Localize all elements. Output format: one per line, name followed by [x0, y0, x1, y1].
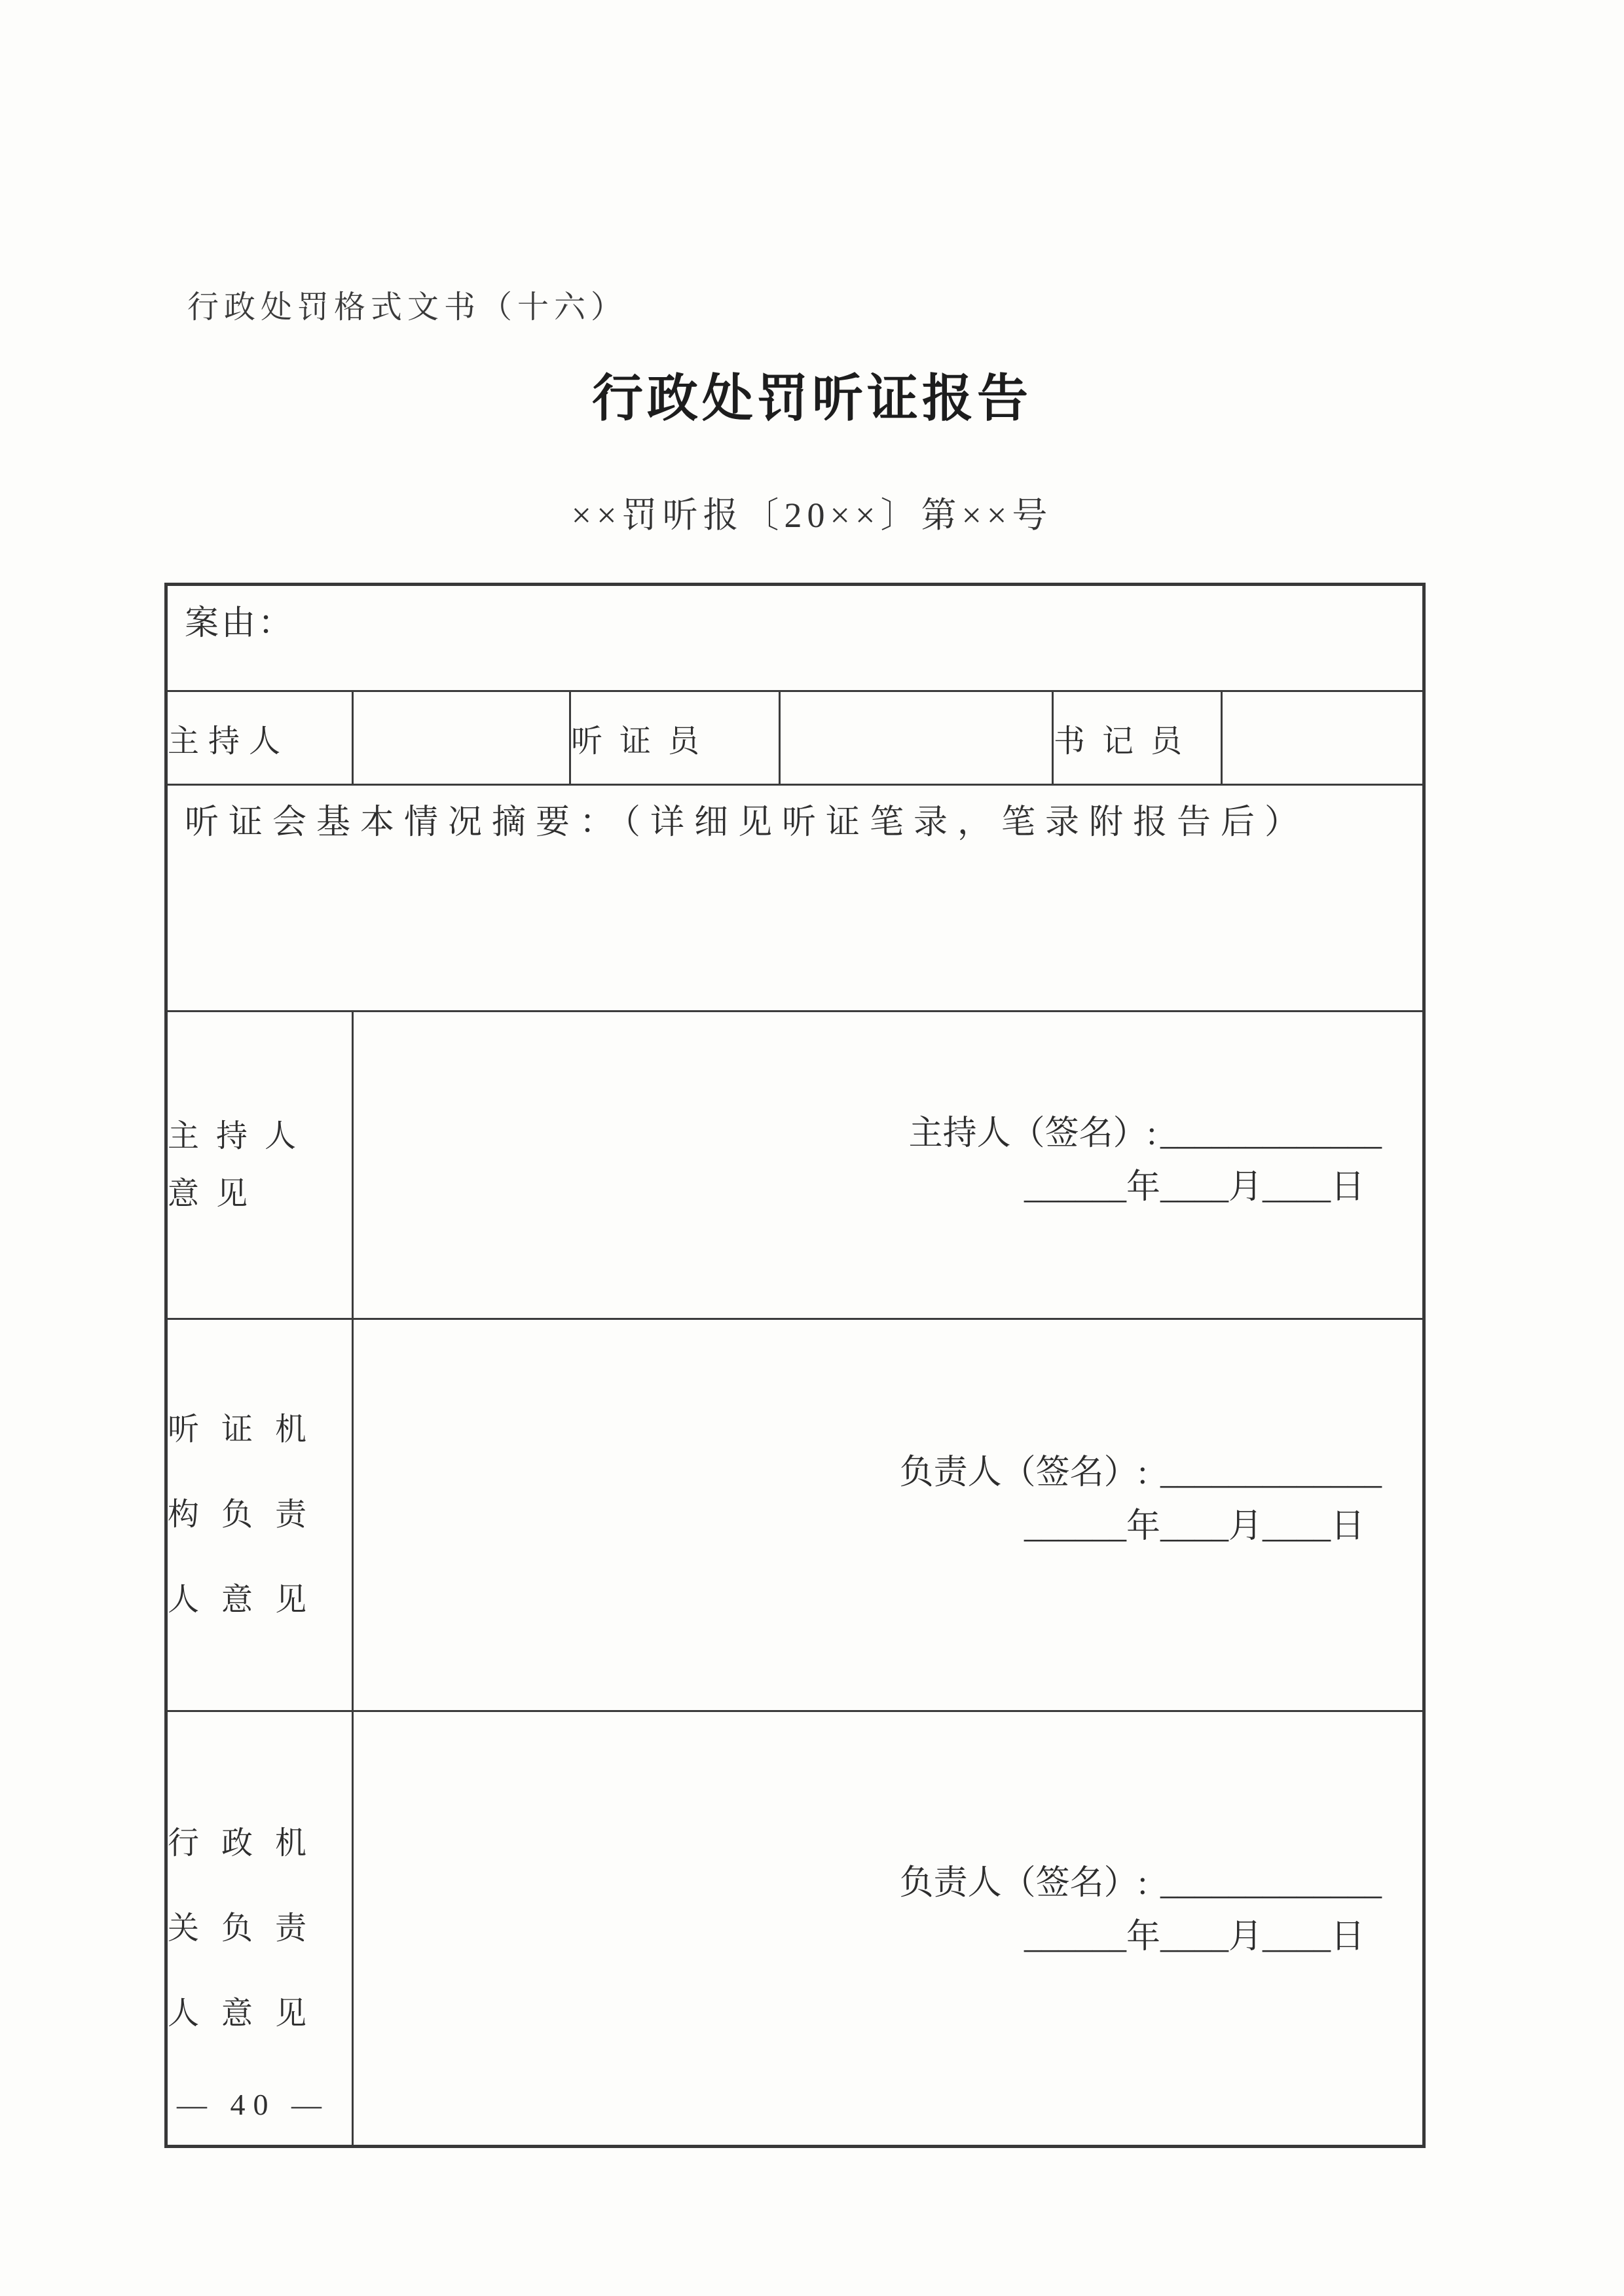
clerk-label-cell: 书记员: [1053, 691, 1222, 785]
header-note: 行政处罚格式文书（十六）: [187, 290, 628, 325]
hearing-org-signature-blank: _____________: [1160, 1454, 1382, 1491]
hearing-org-opinion-label-line: 听证机: [168, 1412, 329, 1447]
admin-org-signature-blank: _____________: [1160, 1864, 1382, 1902]
admin-org-opinion-label-line: 行政机: [168, 1825, 329, 1861]
officials-row: [166, 691, 1424, 785]
case-cause-row: [166, 585, 1424, 691]
host-label-cell: 主持人: [166, 691, 353, 785]
host-opinion-label-line: 意见: [168, 1176, 265, 1211]
host-opinion-content-cell: [353, 1011, 1424, 1319]
case-cause-label: 案由：: [185, 605, 295, 642]
host-opinion-label-line: 主持人: [168, 1118, 314, 1154]
host-signature-blank: _____________: [1160, 1114, 1382, 1152]
hearing-org-date-line: ______年____月____日: [1024, 1508, 1365, 1545]
hearing-org-opinion-label-line: 人意见: [168, 1582, 329, 1617]
hearing-org-opinion-content-cell: [353, 1319, 1424, 1711]
hearing-org-signature-label: 负责人（签名）:: [899, 1454, 1148, 1491]
admin-org-opinion-label-line: 关负责: [168, 1910, 329, 1946]
admin-org-signature-line: [354, 1857, 1382, 1910]
admin-org-opinion-row: [166, 1711, 1424, 2147]
host-signature-label: 主持人（签名）:: [908, 1114, 1157, 1152]
hearing-org-opinion-label-line: 构负责: [168, 1497, 329, 1532]
hearing-org-signature-line: [354, 1446, 1382, 1500]
summary-cell: 听证会基本情况摘要：（详细见听证笔录，笔录附报告后）: [166, 785, 1424, 1011]
document-number: ××罚听报〔20××〕第××号: [571, 496, 1053, 535]
hearing-officer-value-cell: [780, 691, 1053, 785]
clerk-value-cell: [1222, 691, 1424, 785]
page-number: — 40 —: [177, 2088, 329, 2121]
admin-org-signature-label: 负责人（签名）:: [899, 1864, 1148, 1902]
hearing-officer-label-cell: 听证员: [570, 691, 780, 785]
case-cause-cell: [166, 585, 1424, 691]
host-signature-line: [354, 1107, 1382, 1161]
summary-row: [166, 785, 1424, 1011]
host-opinion-label-cell: [166, 1011, 353, 1319]
admin-org-opinion-content-cell: [353, 1711, 1424, 2147]
admin-org-opinion-label-line: 人意见: [168, 1995, 329, 2031]
document-title: 行政处罚听证报告: [591, 370, 1032, 427]
admin-org-date-line: ______年____月____日: [1024, 1918, 1365, 1956]
host-value-cell: [353, 691, 570, 785]
host-opinion-row: [166, 1011, 1424, 1319]
hearing-org-opinion-row: [166, 1319, 1424, 1711]
hearing-org-opinion-label-cell: [166, 1319, 353, 1711]
hearing-report-table: [164, 583, 1426, 2148]
host-date-line: ______年____月____日: [1024, 1168, 1365, 1206]
admin-org-opinion-label-cell: [166, 1711, 353, 2147]
